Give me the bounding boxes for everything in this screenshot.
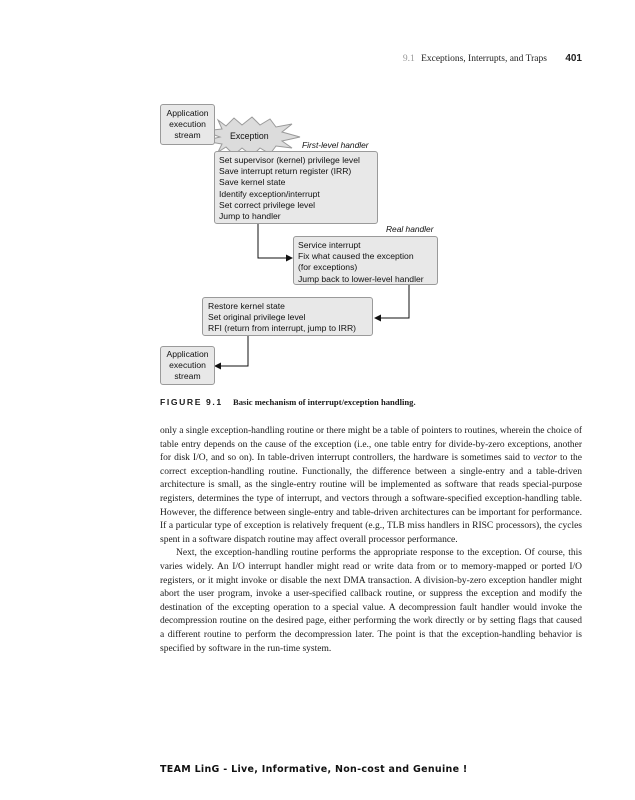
first-level-label: First-level handler [302, 140, 369, 150]
app-stream-top-line-2: execution [169, 119, 206, 130]
real-handler-step: (for exceptions) [298, 262, 358, 273]
first-level-handler-box [214, 151, 378, 224]
app-stream-bottom-line-1: Application [166, 349, 209, 359]
connector-restore-to-app [215, 336, 248, 366]
app-stream-top-line-3: stream [174, 130, 201, 141]
app-stream-bottom-line-3: stream [174, 371, 201, 382]
caption-title: Basic mechanism of interrupt/exception handling. [232, 397, 416, 407]
section-title: Exceptions, Interrupts, and Traps [421, 54, 547, 64]
real-handler-step: Jump back to lower-level handler [298, 273, 424, 284]
app-stream-top-line-1: Application [166, 108, 209, 118]
figure-caption [160, 397, 416, 407]
caption-number: FIGURE 9.1 [160, 397, 223, 407]
real-handler-step: Fix what caused the exception [298, 251, 414, 262]
paragraph-1 [160, 425, 582, 547]
app-stream-bottom-box [160, 346, 215, 385]
paragraph-1-part-a: only a single exception-handling routine or there might be a table of pointers to routines, wherein the choice of table entry depends on the cause of the exception (i.e., one table entry for divide-by-zero exceptions, another for disk I/O, and so on). In table-driven interrupt controllers, the hardware is sometimes said to [160, 426, 582, 464]
first-level-step: Identify exception/interrupt [219, 188, 320, 199]
first-level-step: Save kernel state [219, 177, 286, 188]
paragraph-2: Next, the exception-handling routine performs the appropriate response to the exception. Of course, this varies widely. An I/O interrupt handler might read or write data from or to memory-mapped or ported I/O registers, or it might invoke or disable the next DMA transaction. A division-by-zero exception handler might abort the user program, invoke a user-specified callback routine, or suppress the exception and modify the destination of the excepting operation to a special value. A decompression fault handler would invoke the decompression routine on the desired page, either performing the work directly or by setting flags that caused a different routine to perform the decompression later. The point is that the exception-handling behavior is specified by software in the run-time system. [160, 548, 582, 654]
connector-first-to-real [258, 224, 292, 258]
app-stream-bottom-line-2: execution [169, 360, 206, 371]
real-handler-step: Service interrupt [298, 240, 361, 250]
real-handler-box [293, 236, 438, 285]
first-level-step: Set correct privilege level [219, 199, 316, 210]
footer-banner: TEAM LinG - Live, Informative, Non-cost and Genuine ! [160, 764, 468, 775]
first-level-step: Set supervisor (kernel) privilege level [219, 155, 360, 165]
body-text [160, 425, 582, 656]
app-stream-top-box [160, 104, 215, 145]
first-level-step: Save interrupt return register (IRR) [219, 166, 352, 177]
section-number: 9.1 [402, 54, 415, 64]
restore-step: RFI (return from interrupt, jump to IRR) [208, 323, 357, 334]
restore-step: Restore kernel state [208, 301, 285, 311]
first-level-step: Jump to handler [219, 211, 281, 222]
page-number: 401 [565, 53, 582, 64]
connector-real-to-restore [375, 285, 409, 318]
restore-step: Set original privilege level [208, 312, 306, 323]
exception-label: Exception [230, 131, 269, 141]
paragraph-1-part-b: to the correct exception-handling routine. Functionally, the difference between a single-entry and a table-driven architecture is small, as the single-entry routine will be implemented as software that reads special-purpose registers, determines the type of interrupt, and vectors through a software-specified exception-handling table. However, the difference between single-entry and table-driven architectures can be important for performance. If a particular type of exception is relatively frequent (e.g., TLB miss handlers in RISC processors), the cycles spent in a software dispatch routine may affect overall processor performance. [160, 453, 582, 545]
real-handler-label: Real handler [386, 224, 434, 234]
restore-box [202, 297, 373, 336]
paragraph-1-emphasis: vector [533, 453, 557, 464]
